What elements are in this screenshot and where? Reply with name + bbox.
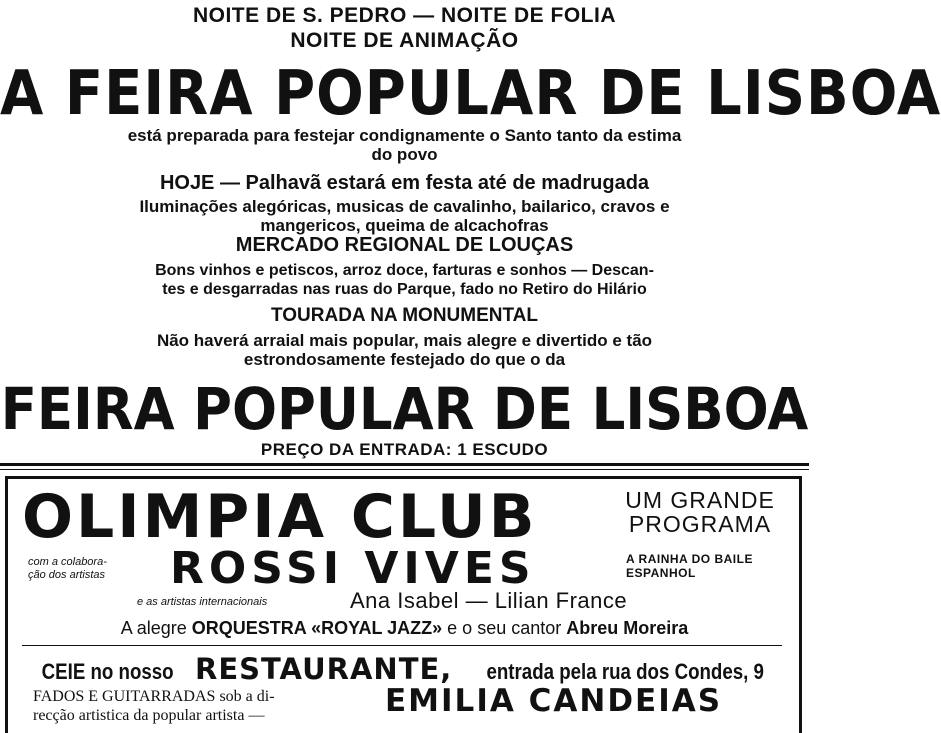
feira-text-line: tes e desgarradas nas ruas do Parque, fado no Retiro do Hilário <box>162 281 647 298</box>
fados-note <box>33 687 363 725</box>
feira-text-line: do povo <box>371 145 438 164</box>
feira-mercado-heading: MERCADO REGIONAL DE LOUÇAS <box>235 234 574 256</box>
artists-names: Ana Isabel — Lilian France <box>350 588 628 613</box>
feira-tourada-heading: TOURADA NA MONUMENTAL <box>270 305 539 326</box>
divider-inner <box>22 645 782 646</box>
rainha-line: A RAINHA DO BAILE <box>626 552 753 566</box>
feira-text-line: Iluminações alegóricas, musicas de cavalinho, bailarico, cravos e <box>139 197 670 216</box>
headline-noite-animacao: NOITE DE ANIMAÇÃO <box>290 29 519 52</box>
fados-line: recção artistica da popular artista — <box>33 707 265 724</box>
feira-text-line: Não haverá arraial mais popular, mais alegre e divertido e tão <box>156 331 653 350</box>
rainha-note <box>626 552 753 580</box>
orq-mid: e o seu cantor <box>447 618 562 638</box>
ceie-text: CEIE no nosso <box>41 659 174 684</box>
emilia-candeias: EMILIA CANDEIAS <box>385 683 723 719</box>
headline-noite-pedro: NOITE DE S. PEDRO — NOITE DE FOLIA <box>192 4 617 27</box>
divider-thick <box>0 463 809 466</box>
colaboracao-note <box>28 556 107 582</box>
feira-text-line: mangericos, queima de alcachofras <box>260 216 549 235</box>
colab-line: com a colabora- <box>28 556 107 568</box>
feira-text-line: estrondosamente festejado do que o da <box>243 350 566 369</box>
entrada-text: entrada pela rua dos Condes, 9 <box>486 659 765 684</box>
fados-line: FADOS E GUITARRADAS sob a di- <box>33 688 275 705</box>
feira-price: PREÇO DA ENTRADA: 1 ESCUDO <box>260 440 549 459</box>
divider-thin <box>0 469 809 470</box>
orq-name: ORQUESTRA «ROYAL JAZZ» <box>191 618 443 638</box>
orquestra-line <box>0 618 809 639</box>
restaurante-line <box>30 652 789 686</box>
feira-text-line: está preparada para festejar condignamente o Santo tanto da estima <box>127 126 682 145</box>
orq-singer: Abreu Moreira <box>566 618 689 638</box>
rainha-line: ESPANHOL <box>626 566 696 580</box>
colab-line: ção dos artistas <box>28 569 106 581</box>
feira-second-title: FEIRA POPULAR DE LISBOA <box>0 376 809 444</box>
feira-text-line: Bons vinhos e petiscos, arroz doce, farturas e sonhos — Descan- <box>155 262 654 279</box>
programa-box <box>615 488 785 536</box>
restaurante-text: RESTAURANTE, <box>195 652 453 686</box>
programa-line: PROGRAMA <box>628 511 772 537</box>
feira-hoje-line: HOJE — Palhavã estará em festa até de madrugada <box>159 172 650 194</box>
feira-main-title: A FEIRA POPULAR DE LISBOA <box>0 58 941 130</box>
orq-pre: A alegre <box>120 618 187 638</box>
internacionais-note: e as artistas internacionais <box>137 596 268 608</box>
olimpia-title: OLIMPIA CLUB <box>22 482 538 552</box>
star-name: ROSSI VIVES <box>170 543 536 594</box>
programa-line: UM GRANDE <box>625 487 775 513</box>
